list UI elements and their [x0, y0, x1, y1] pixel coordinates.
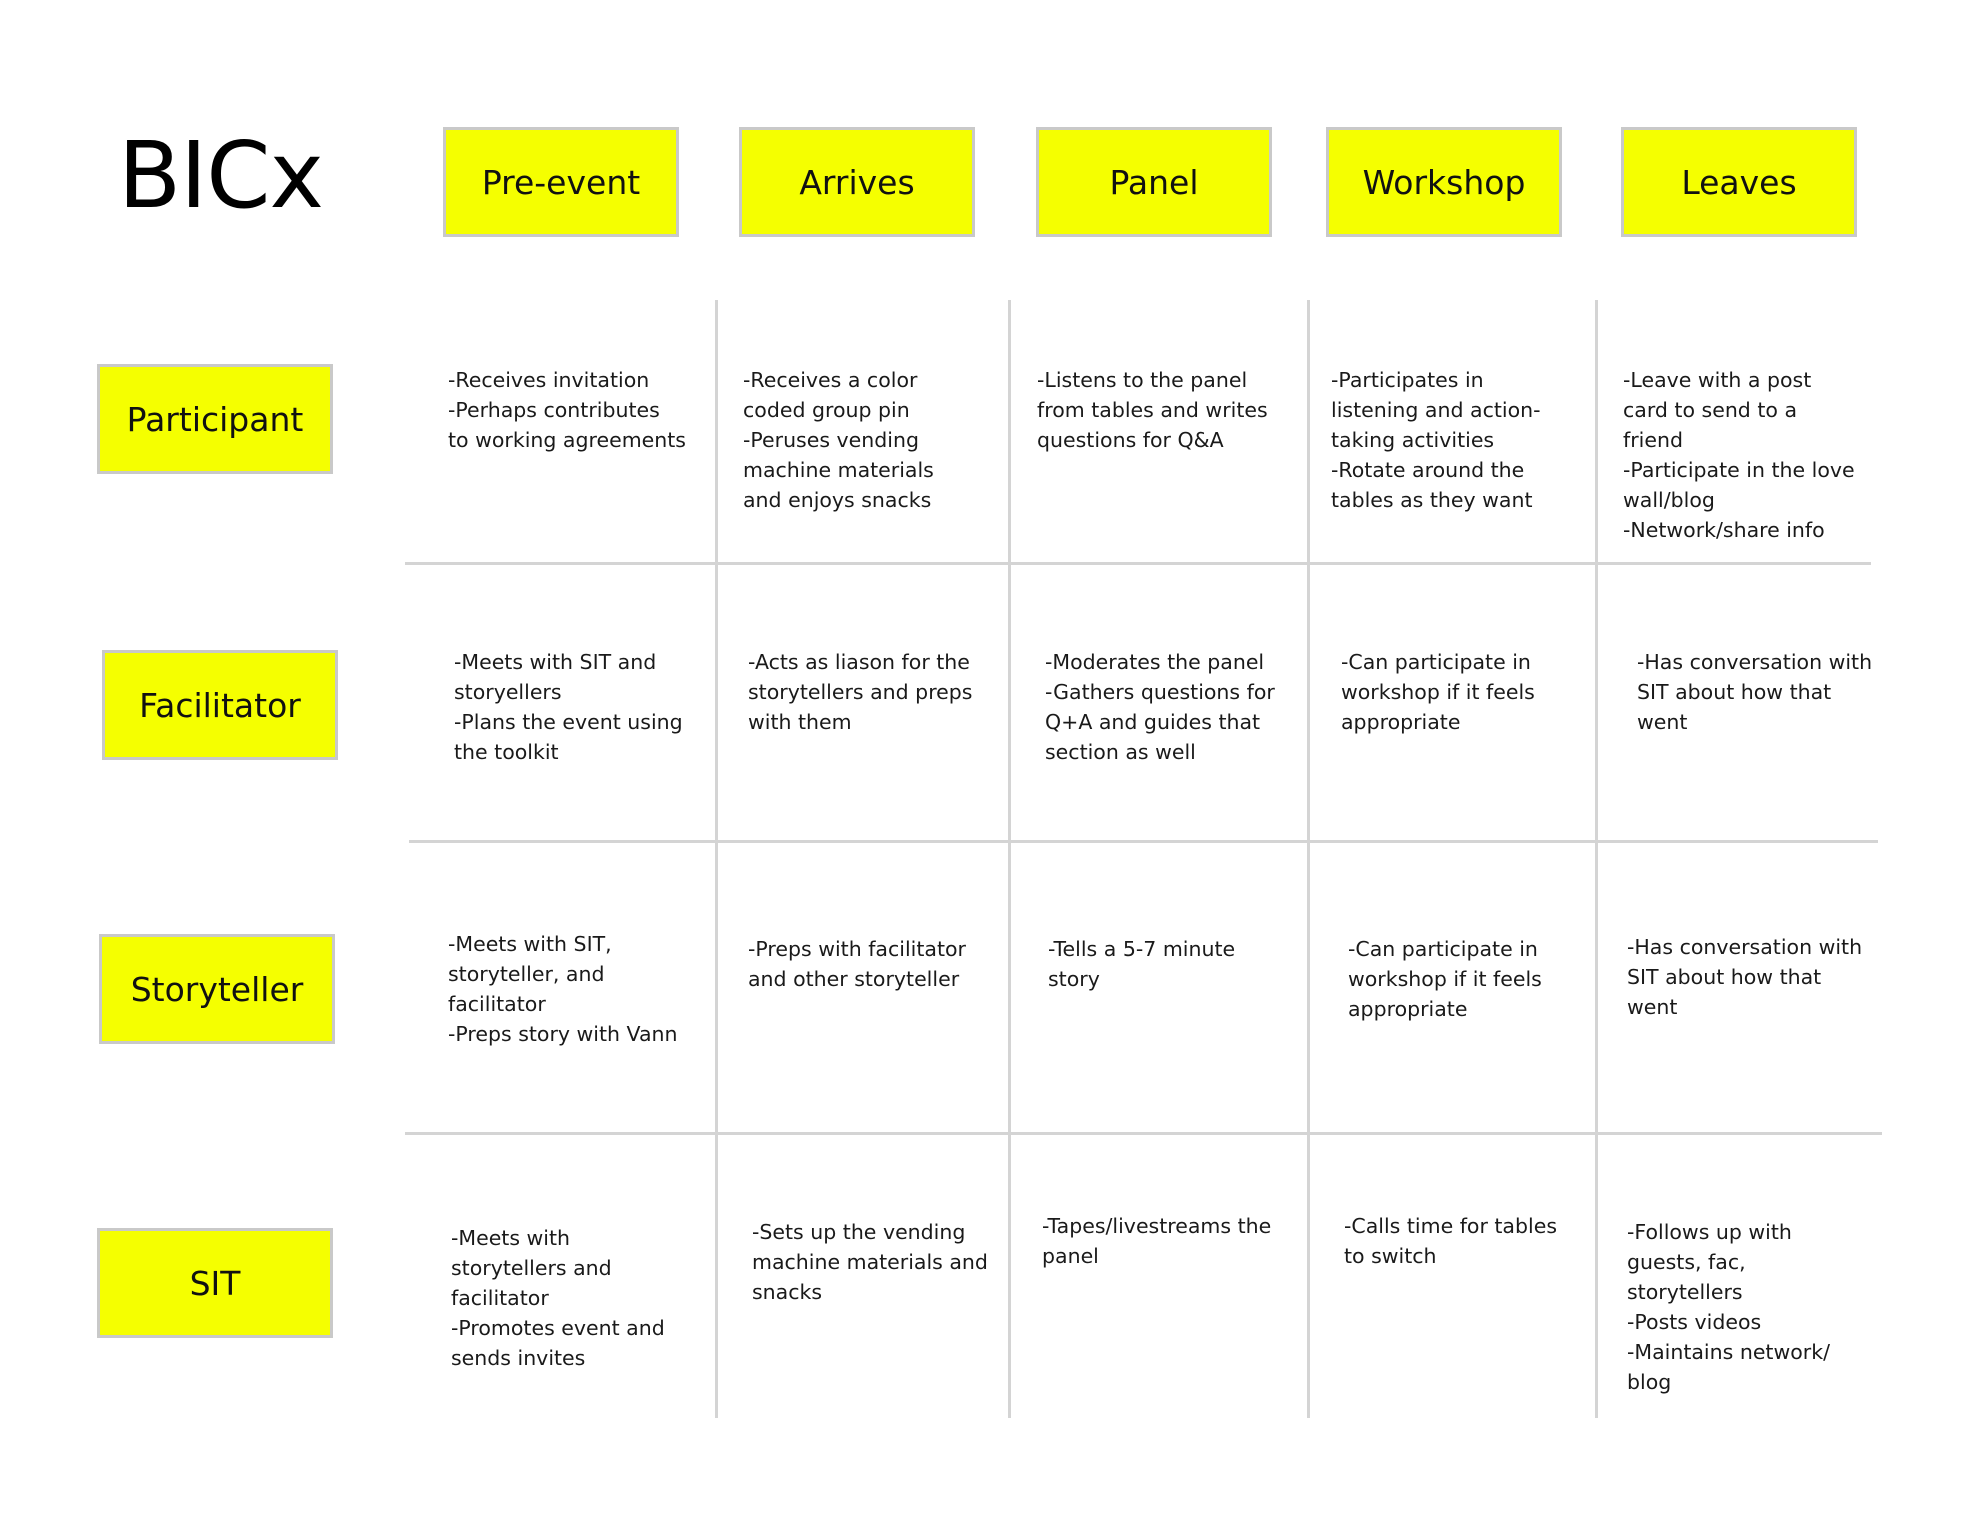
cell-storyteller-pre-event: -Meets with SIT, storyteller, and facilitator -Preps story with Vann — [448, 932, 678, 1046]
cell-facilitator-arrives: -Acts as liason for the storytellers and preps with them — [748, 650, 973, 734]
cell-facilitator-leaves: -Has conversation with SIT about how that went — [1637, 650, 1873, 734]
cell-sit-leaves: -Follows up with guests, fac, storytellers -Posts videos -Maintains network/ blog — [1627, 1220, 1830, 1394]
stage-header-leaves: Leaves — [1621, 127, 1857, 237]
stage-header-pre-event: Pre-event — [443, 127, 679, 237]
stage-header-workshop: Workshop — [1326, 127, 1562, 237]
cell-storyteller-panel: -Tells a 5-7 minute story — [1048, 937, 1236, 991]
cell-participant-pre-event: -Receives invitation -Perhaps contributes to working agreements — [448, 368, 686, 452]
cell-participant-panel: -Listens to the panel from tables and writes questions for Q&A — [1037, 368, 1268, 452]
stage-header-panel: Panel — [1036, 127, 1272, 237]
role-label-facilitator: Facilitator — [102, 650, 338, 760]
cell-participant-leaves: -Leave with a post card to send to a friend -Participate in the love wall/blog -Network/share info — [1623, 368, 1855, 542]
role-label-storyteller: Storyteller — [99, 934, 335, 1044]
grid-divider — [1307, 300, 1310, 1418]
role-label-participant: Participant — [97, 364, 333, 474]
cell-participant-workshop: -Participates in listening and action- taking activities -Rotate around the tables as they want — [1331, 368, 1541, 512]
cell-sit-panel: -Tapes/livestreams the panel — [1042, 1214, 1272, 1268]
cell-participant-arrives: -Receives a color coded group pin -Peruses vending machine materials and enjoys snacks — [743, 368, 934, 512]
cell-sit-pre-event: -Meets with storytellers and facilitator -Promotes event and sends invites — [451, 1226, 665, 1370]
grid-divider — [409, 840, 1878, 843]
cell-facilitator-panel: -Moderates the panel -Gathers questions for Q+A and guides that section as well — [1045, 650, 1275, 764]
cell-sit-arrives: -Sets up the vending machine materials and snacks — [752, 1220, 988, 1304]
cell-facilitator-workshop: -Can participate in workshop if it feels appropriate — [1341, 650, 1535, 734]
grid-divider — [405, 562, 1871, 565]
cell-facilitator-pre-event: -Meets with SIT and storyellers -Plans the event using the toolkit — [454, 650, 683, 764]
cell-storyteller-leaves: -Has conversation with SIT about how that went — [1627, 935, 1863, 1019]
grid-divider — [715, 300, 718, 1418]
grid-divider — [405, 1132, 1882, 1135]
grid-divider — [1008, 300, 1011, 1418]
cell-storyteller-arrives: -Preps with facilitator and other storyteller — [748, 937, 966, 991]
role-label-sit: SIT — [97, 1228, 333, 1338]
page-title: BICx — [118, 122, 323, 229]
grid-divider — [1595, 300, 1598, 1418]
cell-sit-workshop: -Calls time for tables to switch — [1344, 1214, 1557, 1268]
cell-storyteller-workshop: -Can participate in workshop if it feels appropriate — [1348, 937, 1542, 1021]
stage-header-arrives: Arrives — [739, 127, 975, 237]
